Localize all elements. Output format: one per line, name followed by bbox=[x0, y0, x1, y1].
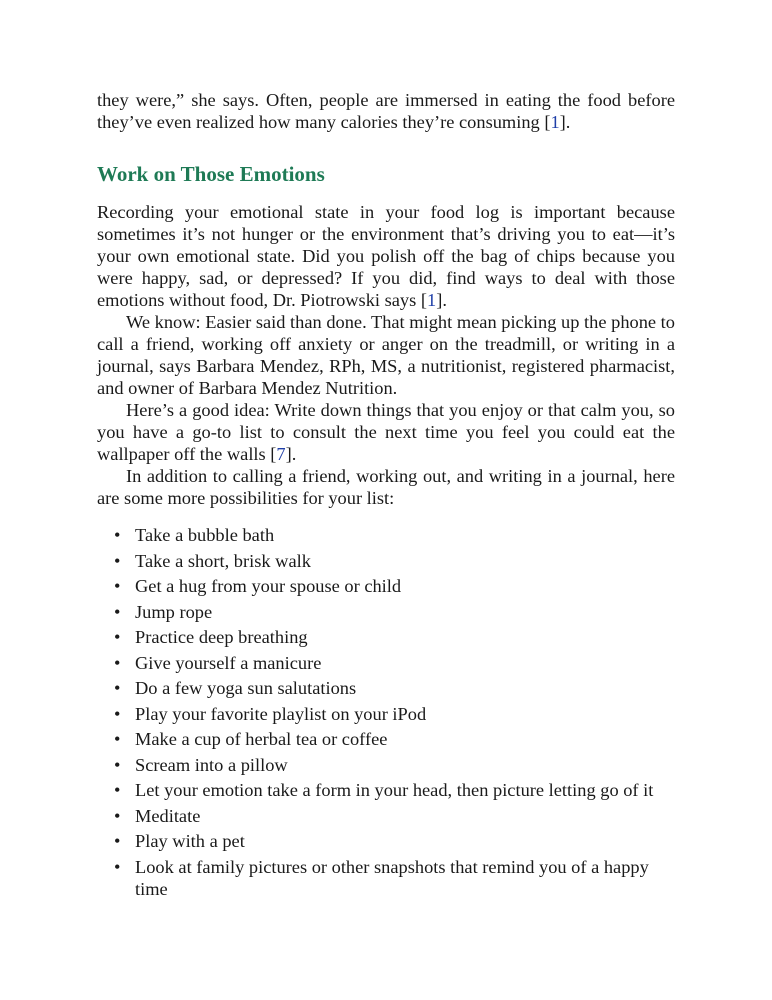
paragraph-text: Recording your emotional state in your food log is important because sometimes it’s not hunger or the environment that’s driving you to eat—it’s your own emotional state. Did you polish off the bag of chips because you were happy, sad, or depressed? If you did, find ways to deal with those emotions without food, Dr. Piotrowski says [ bbox=[97, 202, 675, 310]
list-item bbox=[97, 677, 675, 699]
bullet-icon: • bbox=[114, 576, 121, 596]
bullet-icon: • bbox=[114, 754, 121, 775]
document-page bbox=[97, 89, 675, 903]
bullet-icon: • bbox=[114, 805, 121, 826]
list-item-text: Give yourself a manicure bbox=[135, 652, 322, 673]
section-heading: Work on Those Emotions bbox=[97, 162, 325, 186]
list-item bbox=[97, 550, 675, 572]
list-item bbox=[97, 575, 675, 597]
paragraph-list-intro: In addition to calling a friend, working out, and writing in a journal, here are some more possibilities for your list: bbox=[97, 466, 675, 508]
list-item-text: Practice deep breathing bbox=[135, 627, 308, 647]
bullet-icon: • bbox=[114, 678, 121, 698]
list-item-text: Play your favorite playlist on your iPod bbox=[135, 703, 427, 724]
paragraph-close: ]. bbox=[436, 290, 447, 310]
bullet-icon: • bbox=[114, 601, 121, 622]
list-item-text: Get a hug from your spouse or child bbox=[135, 576, 402, 596]
paragraph-emotional-state bbox=[97, 201, 675, 311]
list-item bbox=[97, 524, 675, 546]
activity-list bbox=[97, 524, 675, 900]
list-item bbox=[97, 805, 675, 827]
list-item bbox=[97, 703, 675, 725]
list-item-text: Look at family pictures or other snapshots that remind you of a happy time bbox=[135, 856, 649, 899]
bullet-icon: • bbox=[114, 856, 121, 877]
intro-close: ]. bbox=[559, 112, 571, 132]
bullet-icon: • bbox=[114, 729, 121, 749]
list-item-text: Jump rope bbox=[135, 601, 213, 622]
list-item-text: Play with a pet bbox=[135, 831, 245, 851]
bullet-icon: • bbox=[114, 831, 121, 851]
list-item bbox=[97, 779, 675, 801]
list-item-text: Do a few yoga sun salutations bbox=[135, 678, 357, 698]
list-item bbox=[97, 626, 675, 648]
list-item bbox=[97, 830, 675, 852]
list-item bbox=[97, 652, 675, 674]
list-item-text: Let your emotion take a form in your head, then picture letting go of it bbox=[135, 780, 654, 800]
citation-link-7[interactable]: 7 bbox=[276, 444, 286, 464]
intro-text: they were,” she says. Often, people are immersed in eating the food before they’ve even realized how many calories they’re consuming [ bbox=[97, 90, 675, 132]
bullet-icon: • bbox=[114, 550, 121, 571]
bullet-icon: • bbox=[114, 525, 121, 545]
bullet-icon: • bbox=[114, 652, 121, 673]
list-item bbox=[97, 601, 675, 623]
paragraph-close: ]. bbox=[285, 444, 297, 464]
citation-link-1b[interactable]: 1 bbox=[427, 290, 437, 310]
bullet-icon: • bbox=[114, 627, 121, 647]
list-item-text: Take a bubble bath bbox=[135, 525, 275, 545]
list-item bbox=[97, 754, 675, 776]
list-item-text: Meditate bbox=[135, 805, 201, 826]
bullet-icon: • bbox=[114, 780, 121, 800]
paragraph-text: Here’s a good idea: Write down things that you enjoy or that calm you, so you have a go-to list to consult the next time you feel you could eat the wallpaper off the walls [ bbox=[97, 400, 675, 464]
list-item bbox=[97, 856, 675, 900]
citation-link-1[interactable]: 1 bbox=[550, 112, 560, 132]
list-item-text: Make a cup of herbal tea or coffee bbox=[135, 729, 388, 749]
list-item-text: Take a short, brisk walk bbox=[135, 550, 311, 571]
list-item-text: Scream into a pillow bbox=[135, 754, 288, 775]
paragraph-good-idea bbox=[97, 399, 675, 465]
list-item bbox=[97, 728, 675, 750]
bullet-icon: • bbox=[114, 703, 121, 724]
intro-paragraph bbox=[97, 89, 675, 133]
paragraph-easier-said: We know: Easier said than done. That might mean picking up the phone to call a friend, working off anxiety or anger on the treadmill, or writing in a journal, says Barbara Mendez, RPh, MS, a nutritionist, registered pharmacist, and owner of Barbara Mendez Nutrition. bbox=[97, 312, 675, 398]
